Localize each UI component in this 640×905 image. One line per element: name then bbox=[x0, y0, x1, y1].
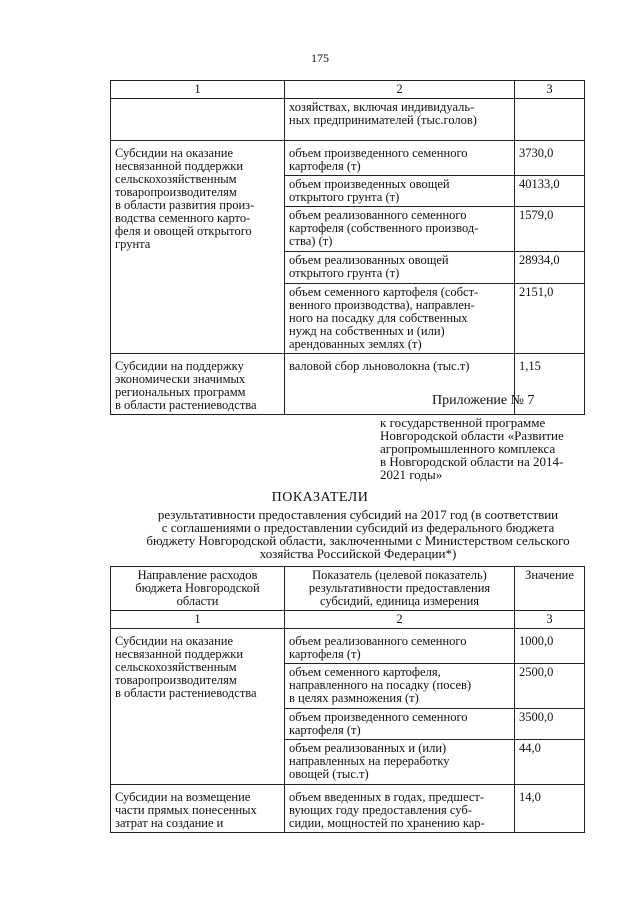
appendix-title: Приложение № 7 bbox=[432, 393, 535, 408]
empty-cell bbox=[111, 99, 285, 141]
column-number: 3 bbox=[515, 81, 585, 99]
value-cell: 2500,0 bbox=[515, 664, 585, 709]
value-cell: 14,0 bbox=[515, 785, 585, 833]
page-number: 175 bbox=[311, 51, 329, 65]
column-number: 1 bbox=[111, 611, 285, 629]
indicator-cell: объем реализованных и (или) направленных на переработку овощей (тыс.т) bbox=[289, 741, 450, 781]
header-row bbox=[111, 567, 585, 611]
empty-cell bbox=[515, 99, 585, 141]
table-row bbox=[111, 99, 585, 141]
indicator-cell: объем произведенного семенного картофеля (т) bbox=[289, 146, 468, 173]
indicator-cell: объем семенного картофеля (собст- венного производства), направлен- ного на посадку для собственных нужд на собственных и (или) арендованных землях (т) bbox=[289, 285, 479, 351]
value-cell: 1,15 bbox=[515, 354, 585, 415]
column-number: 1 bbox=[111, 81, 285, 99]
value-cell: 40133,0 bbox=[515, 176, 585, 207]
column-header: Направление расходов бюджета Новгородской области bbox=[135, 568, 260, 608]
column-header: Значение bbox=[515, 567, 585, 611]
column-number: 2 bbox=[285, 81, 515, 99]
table-row bbox=[111, 785, 585, 833]
table-row bbox=[111, 141, 585, 176]
document-heading: ПОКАЗАТЕЛИ bbox=[271, 490, 369, 505]
indicator-cell: объем введенных в годах, предшест- вующих году предоставления суб- сидии, мощностей по хранению кар- bbox=[289, 790, 485, 830]
indicators-table-continued bbox=[110, 80, 585, 415]
indicator-cell: объем реализованного семенного картофеля (т) bbox=[289, 634, 467, 661]
indicator-cell: валовой сбор льноволокна (тыс.т) bbox=[289, 359, 470, 373]
column-numbers-row bbox=[111, 81, 585, 99]
indicator-cell: хозяйствах, включая индивидуаль- ных предпринимателей (тыс.голов) bbox=[289, 100, 477, 127]
appendix-subtitle: к государственной программе Новгородской области «Развитие агропромышленного комплекса в Новгородской области на 2014- 2021 годы» bbox=[380, 415, 564, 482]
direction-cell: Субсидии на оказание несвязанной поддержки сельскохозяйственным товаропроизводителям в области развития произ- водства семенного карто- феля и овощей открытого грунта bbox=[115, 146, 255, 251]
indicator-cell: объем реализованных овощей открытого грунта (т) bbox=[289, 253, 449, 280]
direction-cell: Субсидии на поддержку экономически значимых региональных программ в области растениеводства bbox=[115, 359, 257, 412]
column-number: 2 bbox=[285, 611, 515, 629]
value-cell: 1000,0 bbox=[515, 629, 585, 664]
direction-cell: Субсидии на оказание несвязанной поддержки сельскохозяйственным товаропроизводителям в области растениеводства bbox=[115, 634, 257, 700]
value-cell: 2151,0 bbox=[515, 284, 585, 354]
value-cell: 1579,0 bbox=[515, 207, 585, 252]
appendix-block bbox=[380, 394, 590, 481]
column-numbers-row bbox=[111, 611, 585, 629]
value-cell: 44,0 bbox=[515, 740, 585, 785]
direction-cell: Субсидии на возмещение части прямых понесенных затрат на создание и bbox=[115, 790, 257, 830]
table-row bbox=[111, 629, 585, 664]
indicator-cell: объем семенного картофеля, направленного на посадку (посев) в целях размножения (т) bbox=[289, 665, 472, 705]
value-cell: 28934,0 bbox=[515, 252, 585, 284]
indicators-table bbox=[110, 566, 585, 833]
indicator-cell: объем произведенных овощей открытого грунта (т) bbox=[289, 177, 450, 204]
indicator-cell: объем реализованного семенного картофеля (собственного производ- ства) (т) bbox=[289, 208, 479, 248]
value-cell: 3500,0 bbox=[515, 709, 585, 740]
document-subheading: результативности предоставления субсидий на 2017 год (в соответствии с соглашениями о предоставлении субсидий из федерального бюджета бюджету Новгородской области, заключенными с Министерством сельского хозяйства Российской Федерации*) bbox=[146, 507, 570, 561]
value-cell: 3730,0 bbox=[515, 141, 585, 176]
column-number: 3 bbox=[515, 611, 585, 629]
indicator-cell: объем произведенного семенного картофеля (т) bbox=[289, 710, 468, 737]
column-header: Показатель (целевой показатель) результативности предоставления субсидий, единица измерения bbox=[308, 568, 491, 608]
